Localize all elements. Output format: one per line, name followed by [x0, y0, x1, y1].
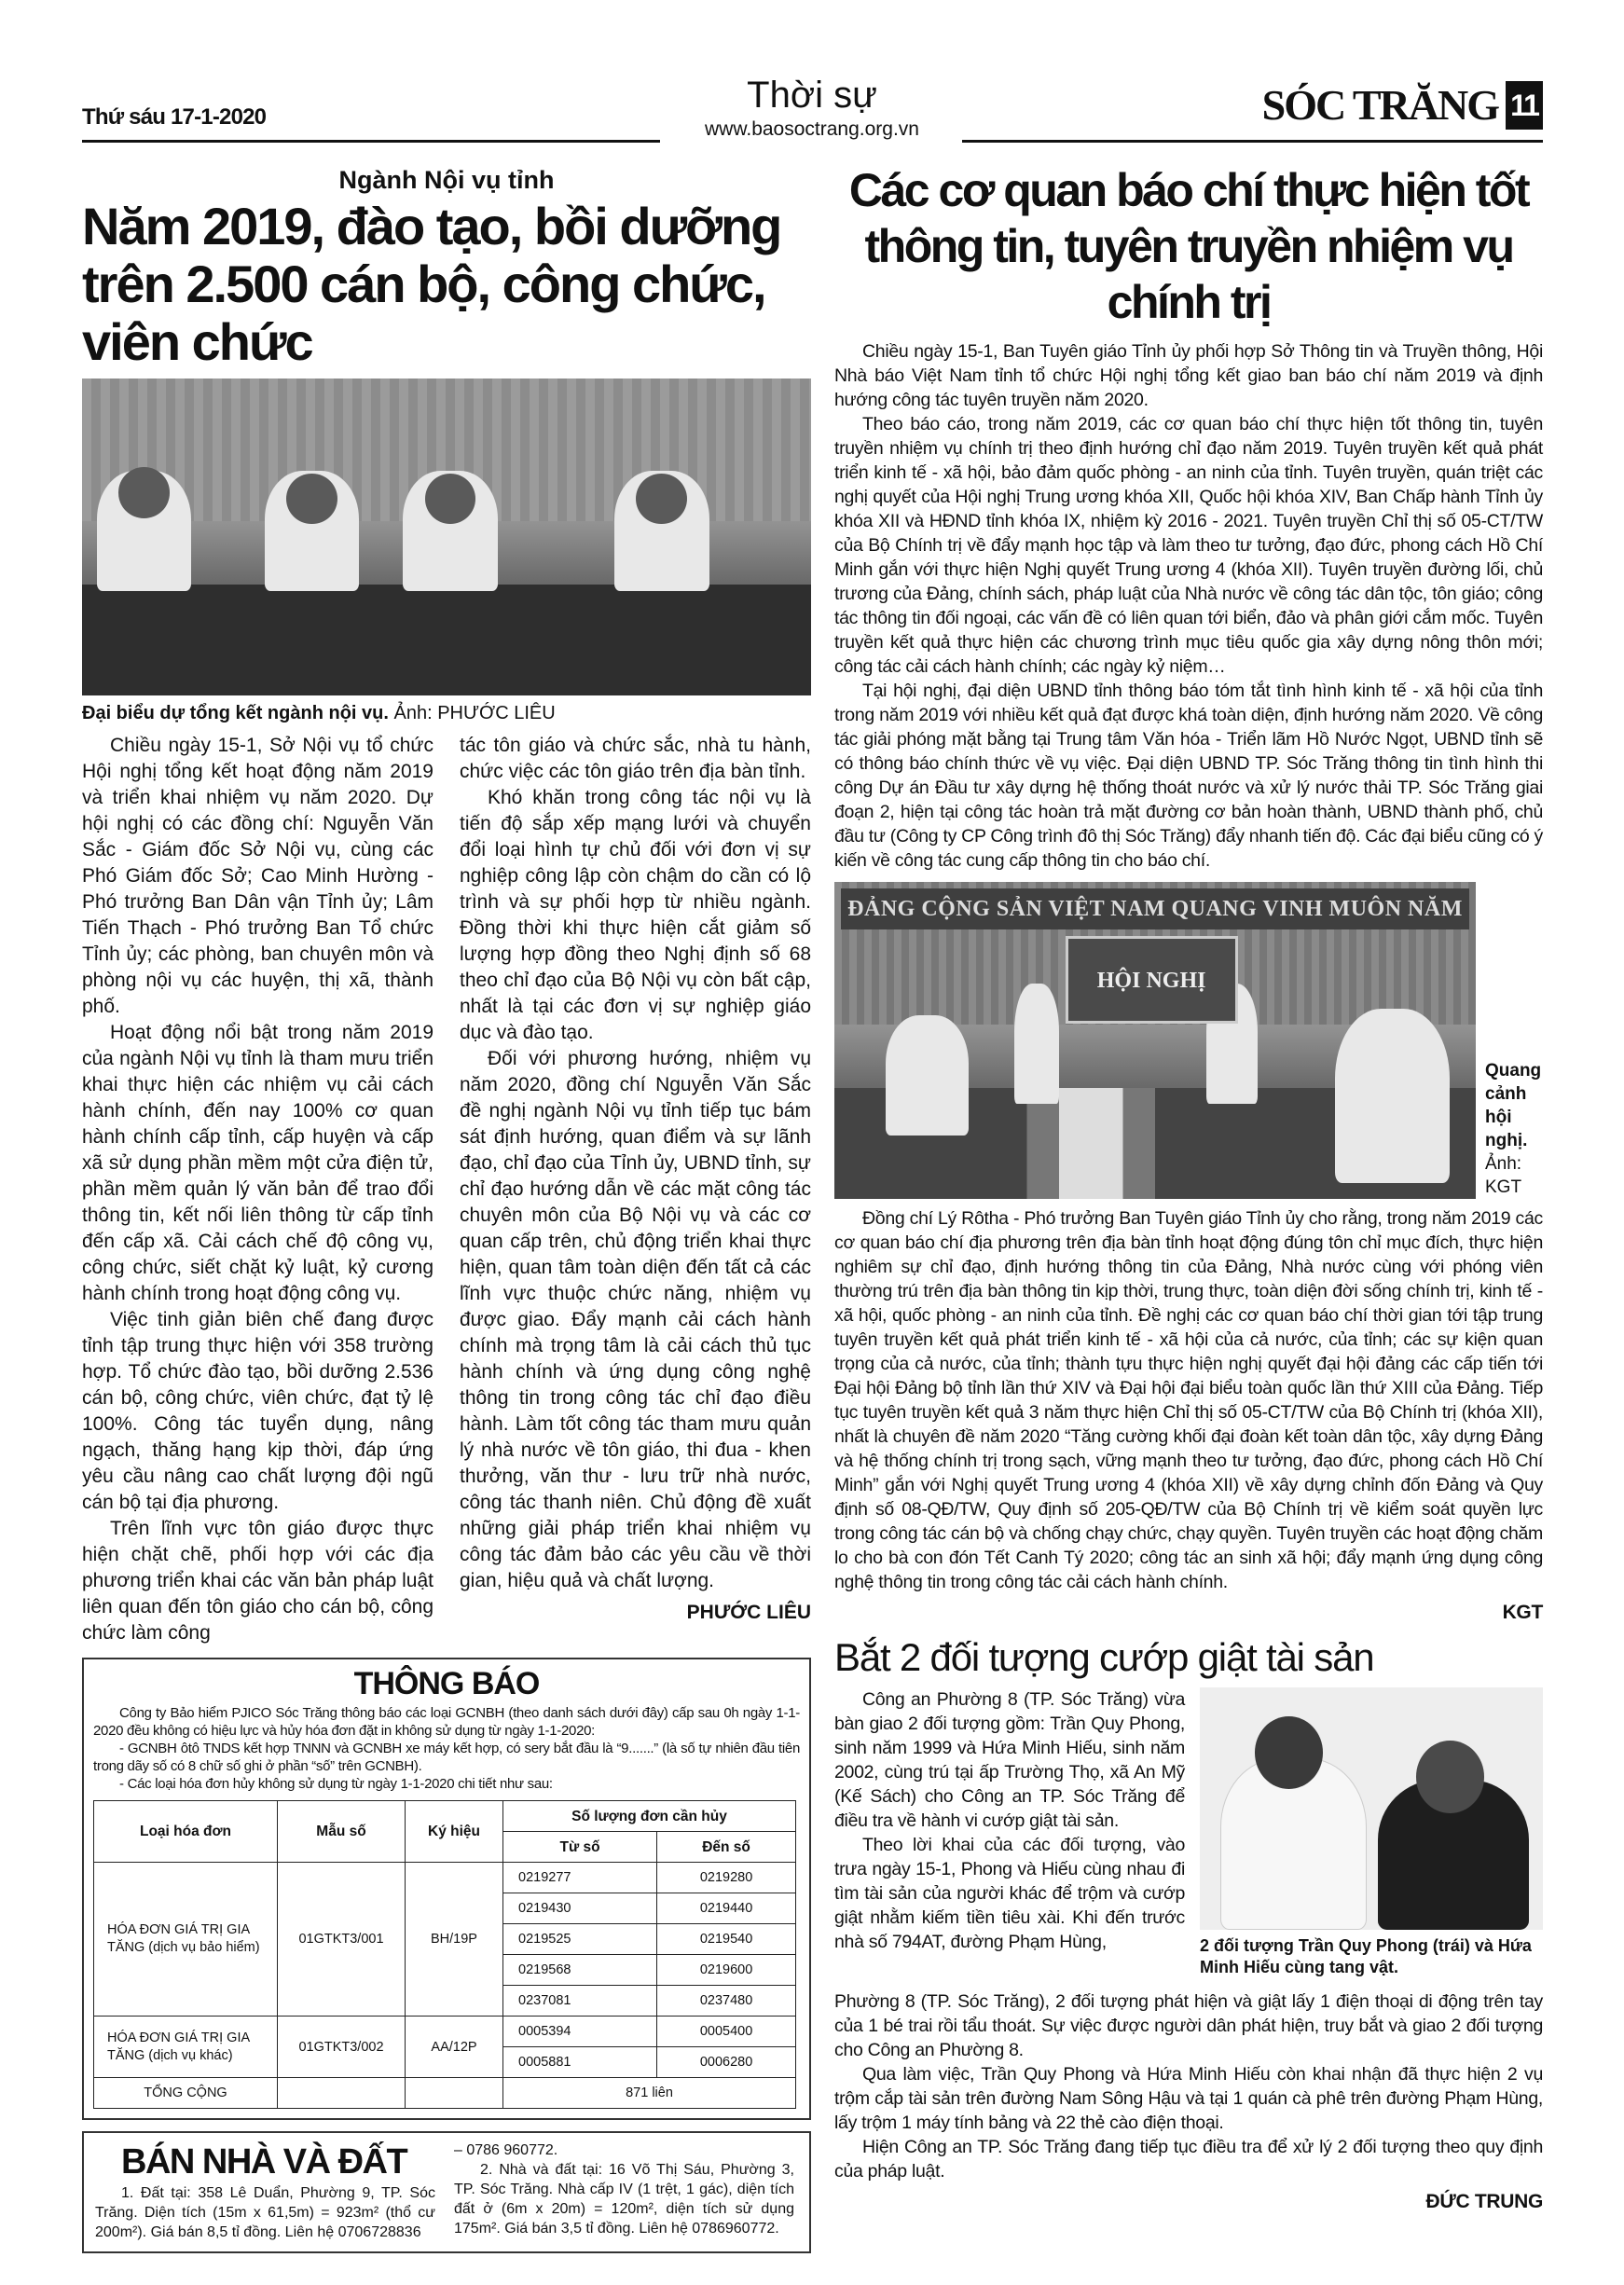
article-right-top: [834, 339, 1543, 873]
article-robbery-full: [834, 1989, 1543, 2215]
photo-banner: ĐẢNG CỘNG SẢN VIỆT NAM QUANG VINH MUÔN NĂM: [847, 896, 1463, 921]
header-symbol: Ký hiệu: [406, 1801, 503, 1863]
cell-empty: [278, 2078, 406, 2109]
header-rule-right: [962, 140, 1543, 143]
paragraph: Công an Phường 8 (TP. Sóc Trăng) vừa bàn giao 2 đối tượng gồm: Trần Quy Phong, sinh năm 1999 và Hứa Minh Hiếu, sinh năm 2002, cùng trú tại ấp Trường Thọ, xã An Mỹ (Kế Sách) cho Công an TP. Sóc Trăng để điều tra về hành vi cướp giật tài sản.: [834, 1689, 1185, 1831]
cell-from: 0005881: [503, 2047, 657, 2078]
cell-total-label: TỔNG CỘNG: [94, 2078, 278, 2109]
section-block: [672, 73, 952, 142]
photo-caption-title: Quang cảnh hội nghị.: [1485, 1061, 1542, 1150]
page-columns: [0, 149, 1624, 2253]
header-from: Từ số: [503, 1832, 657, 1863]
cell-form: 01GTKT3/002: [278, 2017, 406, 2078]
photo-head: [118, 467, 170, 517]
article-robbery-side: [834, 1687, 1185, 1986]
photo-person: [1335, 1009, 1451, 1183]
notice-box: [82, 1658, 811, 2120]
cell-from: 0219430: [503, 1893, 657, 1924]
sale-title: BÁN NHÀ VÀ ĐẤT: [121, 2142, 407, 2182]
photo-head: [1416, 1741, 1485, 1813]
photo-board-frame: [1066, 936, 1238, 1024]
photo-person: [886, 1015, 969, 1136]
header-to: Đến số: [657, 1832, 796, 1863]
cell-symbol: AA/12P: [406, 2017, 503, 2078]
notice-title: THÔNG BÁO: [353, 1666, 540, 1701]
table-row: [94, 1863, 796, 1893]
page-number: 11: [1506, 81, 1543, 130]
sale-left: [95, 2140, 435, 2242]
header-type: Loại hóa đơn: [94, 1801, 278, 1863]
cell-to: 0219440: [657, 1893, 796, 1924]
table-row: [94, 2017, 796, 2047]
cell-total-value: 871 liên: [503, 2078, 796, 2109]
photo-banner-strip: [841, 888, 1469, 929]
sale-ad-box: [82, 2131, 811, 2253]
photo-conference: [834, 882, 1476, 1199]
photo-head: [1255, 1716, 1324, 1789]
photo-suspects: [1200, 1687, 1543, 1930]
article-headline-right: Các cơ quan báo chí thực hiện tốt thông tin, tuyên truyền nhiệm vụ chính trị: [848, 164, 1529, 328]
paragraph: Phường 8 (TP. Sóc Trăng), 2 đối tượng phát hiện và giật lấy 1 điện thoại di động trên tay của 1 bé trai rồi tẩu thoát. Sự việc được người dân phát hiện, truy bắt và giao 2 đối tượng cho Công an Phường 8.: [834, 1991, 1543, 2060]
paragraph: Việc tinh giản biên chế đang được tỉnh tập trung thực hiện với 358 trường hợp. Tổ chức đào tạo, bồi dưỡng 2.536 cán bộ, công chức, viên chức, đạt tỷ lệ 100%. Công tác tuyển dụng, nâng ngạch, thăng hạng kịp thời, đáp ứng yêu cầu nâng cao chất lượng đội ngũ cán bộ tại địa phương.: [82, 1309, 434, 1513]
header-form: Mẫu số: [278, 1801, 406, 1863]
photo-head: [636, 474, 687, 524]
photo-person: [1014, 984, 1059, 1104]
table-total-row: [94, 2078, 796, 2109]
header-quantity: Số lượng đơn cần hủy: [503, 1801, 796, 1832]
cell-to: 0219280: [657, 1863, 796, 1893]
issue-date: Thứ sáu 17-1-2020: [82, 104, 267, 130]
cell-type: HÓA ĐƠN GIÁ TRỊ GIA TĂNG (dịch vụ khác): [94, 2017, 278, 2078]
photo-caption-right: [1485, 1059, 1543, 1199]
paragraph: – 0786 960772.: [454, 2142, 558, 2158]
invoice-table: [93, 1800, 796, 2109]
sale-item-1: [95, 2183, 435, 2242]
article-right-bottom: [834, 1206, 1543, 1626]
right-column: [834, 149, 1543, 2253]
page-header: [0, 0, 1624, 149]
photo-head: [286, 474, 337, 524]
paragraph: Khó khăn trong công tác nội vụ là tiến độ sắp xếp mạng lưới và chuyển đổi loại hình tự chủ đối với đơn vị sự nghiệp công lập còn chậm do cần có lộ trình và sự phối hợp từ nhiều ngành. Đồng thời khi thực hiện cắt giảm số lượng hợp đồng theo Nghị định số 68 theo chỉ đạo của Bộ Nội vụ còn bất cập, nhất là tại các đơn vị sự nghiệp giáo dục và đào tạo.: [460, 787, 811, 1043]
cell-to: 0005400: [657, 2017, 796, 2047]
website-link[interactable]: www.baosoctrang.org.vn: [705, 118, 919, 140]
article-left-body: [82, 733, 811, 1646]
cell-from: 0237081: [503, 1986, 657, 2017]
article-kicker: Ngành Nội vụ tỉnh: [338, 166, 555, 194]
paragraph: Qua làm việc, Trần Quy Phong và Hứa Minh Hiếu còn khai nhận đã thực hiện 2 vụ trộm cắp tài sản trên đường Nam Sông Hậu và tại 1 quán cà phê trên đường Phạm Hùng, lấy trộm 1 máy tính bảng và 22 thẻ cào điện thoại.: [834, 2064, 1543, 2133]
article-headline: Năm 2019, đào tạo, bồi dưỡng trên 2.500 cán bộ, công chức, viên chức: [82, 197, 781, 371]
newspaper-logo: SÓC TRĂNG: [1261, 81, 1498, 129]
notice-text: [84, 1704, 809, 1793]
paragraph: Hoạt động nổi bật trong năm 2019 của ngành Nội vụ tỉnh là tham mưu triển khai thực hiện các nhiệm vụ cải cách hành chính, đến nay 100% cơ quan hành chính cấp tỉnh, cấp huyện và cấp xã sử dụng phần mềm một cửa điện tử, phần mềm quản lý văn bản để trao đổi thông tin, kết nối liên thông từ cấp tỉnh đến cấp xã. Cải cách chế độ công vụ, công chức, siết chặt kỷ luật, kỷ cương hành chính trong hoạt động công vụ.: [82, 1022, 434, 1304]
byline: PHƯỚC LIÊU: [686, 1602, 811, 1623]
robbery-photo-block: [1200, 1687, 1543, 1986]
masthead: [1262, 80, 1543, 131]
cell-from: 0005394: [503, 2017, 657, 2047]
photo-caption: [82, 701, 811, 725]
paragraph: Theo báo cáo, trong năm 2019, các cơ quan báo chí thực hiện tốt thông tin, tuyên truyền nhiệm vụ chính trị theo định hướng chỉ đạo năm 2019. Tuyên truyền kết quả phát triển kinh tế - xã hội, bảo đảm quốc phòng - an ninh của tỉnh. Tuyên truyền, quán triệt các nghị quyết của Hội nghị Trung ương khóa XII, Quốc hội khóa XIV, Ban Chấp hành Tỉnh ủy khóa XII và HĐND tỉnh khóa IX, nhiệm kỳ 2016 - 2021. Tuyên truyền Chỉ thị số 05-CT/TW của Bộ Chính trị về đẩy mạnh học tập và làm theo tư tưởng, đạo đức, phong cách Hồ Chí Minh gắn với thực hiện Nghị quyết Trung ương 4 (khóa XII). Tuyên truyền đường lối, chủ trương của Đảng, chính sách, pháp luật của Nhà nước về công tác dân tộc, tôn giáo; công tác thông tin đối ngoại, các vấn đề có liên quan tới biển, đảo và phân giới cắm mốc. Tuyên truyền kết quả thực hiện các chương trình mục tiêu quốc gia xây dựng nông thôn mới; công tác cải cách hành chính; các ngày kỷ niệm…: [834, 414, 1543, 677]
cell-empty: [406, 2078, 503, 2109]
paragraph: tác tôn giáo và chức sắc, nhà tu hành, chức việc các tôn giáo trên địa bàn tỉnh.: [460, 735, 811, 782]
photo-caption-robbery: 2 đối tượng Trần Quy Phong (trái) và Hứa Minh Hiếu cùng tang vật.: [1200, 1936, 1532, 1976]
cell-from: 0219568: [503, 1955, 657, 1986]
cell-to: 0219600: [657, 1955, 796, 1986]
cell-to: 0237480: [657, 1986, 796, 2017]
article-headline-robbery: Bắt 2 đối tượng cướp giật tài sản: [834, 1635, 1374, 1679]
cell-symbol: BH/19P: [406, 1863, 503, 2017]
photo-credit: Ảnh: KGT: [1485, 1154, 1522, 1197]
paragraph: Công ty Bảo hiểm PJICO Sóc Trăng thông báo các loại GCNBH (theo danh sách dưới đây) cấp sau 0h ngày 1-1-2020 đều không có hiệu lực và hủy hóa đơn đặt in không sử dụng từ ngày 1-1-2020:: [93, 1705, 800, 1739]
sale-item-2: [454, 2140, 794, 2242]
section-title: Thời sự: [747, 75, 877, 116]
paragraph: - GCNBH ôtô TNDS kết hợp TNNN và GCNBH xe máy kết hợp, có sery bắt đầu là “9.......” (là số tự nhiên đầu tiên trong dãy số có 8 chữ số ghi ở phần “số” trên GCNBH).: [93, 1741, 800, 1774]
cell-to: 0006280: [657, 2047, 796, 2078]
byline: KGT: [1502, 1602, 1543, 1623]
robbery-row: [834, 1687, 1543, 1986]
paragraph: Đối với phương hướng, nhiệm vụ năm 2020, đồng chí Nguyễn Văn Sắc đề nghị ngành Nội vụ tỉnh tiếp tục bám sát định hướng, quan điểm và sự lãnh đạo, chỉ đạo của Tỉnh ủy, UBND tỉnh, sự chỉ đạo hướng dẫn về các mặt công tác chuyên môn của Bộ Nội vụ và các cơ quan cấp trên, chủ động triển khai thực hiện, quan tâm toàn diện đến tất cả các lĩnh vực thuộc chức năng, nhiệm vụ được giao. Đẩy mạnh cải cách hành chính mà trọng tâm là cải cách thủ tục hành chính và ứng dụng công nghệ thông tin trong công tác chỉ đạo điều hành. Làm tốt công tác tham mưu quản lý nhà nước về tôn giáo, thi đua - khen thưởng, văn thư - lưu trữ nhà nước, công tác thanh niên. Chủ động đề xuất những giải pháp triển khai nhiệm vụ công tác đảm bảo các yêu cầu về thời gian, hiệu quả và chất lượng.: [460, 1048, 811, 1591]
paragraph: Theo lời khai của các đối tượng, vào trưa ngày 15-1, Phong và Hiếu cùng nhau đi tìm tài sản của người khác để trộm và cướp giật nhằm kiếm tiền tiêu xài. Khi đến trước nhà số 794AT, đường Phạm Hùng,: [834, 1835, 1185, 1952]
photo-caption-title: Đại biểu dự tổng kết ngành nội vụ.: [82, 703, 389, 723]
paragraph: Trên lĩnh vực tôn giáo được thực hiện chặt chẽ, phối hợp với các địa phương triển khai các văn bản pháp luật liên quan đến tôn giáo cho cán bộ, công chức làm công: [82, 1518, 434, 1644]
paragraph: - Các loại hóa đơn hủy không sử dụng từ ngày 1-1-2020 chi tiết như sau:: [119, 1776, 553, 1792]
paragraph: 1. Đất tại: 358 Lê Duẩn, Phường 9, TP. Sóc Trăng. Diện tích (15m x 61,5m) = 923m² (thổ cư 200m²). Giá bán 8,5 tỉ đồng. Liên hệ 0706728836: [95, 2185, 435, 2240]
conference-photo-row: [834, 882, 1543, 1199]
paragraph: 2. Nhà và đất tại: 16 Võ Thị Sáu, Phường 3, TP. Sóc Trăng. Nhà cấp IV (1 trệt, 1 gác), diện tích đất ở (6m x 20m) = 120m², diện tích sử dụng 175m². Giá bán 3,5 tỉ đồng. Liên hệ 0786960772.: [454, 2162, 794, 2237]
paragraph: Chiều ngày 15-1, Ban Tuyên giáo Tỉnh ủy phối hợp Sở Thông tin và Truyền thông, Hội Nhà báo Việt Nam tỉnh tổ chức Hội nghị tổng kết giao ban báo chí năm 2019 và định hướng công tác tuyên truyền năm 2020.: [834, 341, 1543, 410]
paragraph: Tại hội nghị, đại diện UBND tỉnh thông báo tóm tắt tình hình kinh tế - xã hội của tỉnh trong năm 2019 với nhiều kết quả đạt được khá toàn diện, định hướng năm 2020. Về công tác giải phóng mặt bằng tại Trung tâm Văn hóa - Triển lãm Hồ Nước Ngọt, UBND tỉnh sẽ có thông báo chính thức về vụ việc. Đại diện UBND TP. Sóc Trăng thông tin tình hình thi công Dự án Đầu tư xây dựng hệ thống thoát nước và xử lý nước thải TP. Sóc Trăng giai đoạn 2, hiện tại công tác hoàn trả mặt đường cơ bản hoàn thành, UBND thành phố, chủ đầu tư (Công ty CP Công trình đô thị Sóc Trăng) đẩy nhanh tiến độ. Các đại biểu cũng có ý kiến về công tác cung cấp thông tin cho báo chí.: [834, 681, 1543, 871]
cell-from: 0219277: [503, 1863, 657, 1893]
paragraph: Chiều ngày 15-1, Sở Nội vụ tổ chức Hội nghị tổng kết hoạt động năm 2019 và triển khai nhiệm vụ năm 2020. Dự hội nghị có các đồng chí: Nguyễn Văn Sắc - Giám đốc Sở Nội vụ, cùng các Phó Giám đốc Sở; Cao Minh Hường - Phó trưởng Ban Dân vận Tỉnh ủy; Lâm Tiến Thạch - Phó trưởng Ban Tổ chức Tỉnh ủy; các phòng, ban chuyên môn và phòng nội vụ các huyện, thị xã, thành phố.: [82, 735, 434, 1017]
photo-board: HỘI NGHỊ: [1096, 968, 1206, 993]
photo-desk: [82, 585, 811, 695]
paragraph: Đồng chí Lý Rôtha - Phó trưởng Ban Tuyên giáo Tỉnh ủy cho rằng, trong năm 2019 các cơ quan báo chí địa phương trên địa bàn tỉnh hoạt động đúng tôn chỉ mục đích, thực hiện nghiêm sự chỉ đạo, định hướng thông tin của Đảng, Nhà nước cùng với phóng viên thường trú trên địa bàn thông tin kịp thời, trung thực, toàn diện đời sống chính trị, kinh tế - xã hội, quốc phòng - an ninh của tỉnh. Đề nghị các cơ quan báo chí thời gian tới tập trung tuyên truyền kết quả phát triển kinh tế - xã hội của cả nước, của tỉnh; các sự kiện quan trọng của cả nước, của tỉnh; thành tựu thực hiện nghị quyết đại hội đảng các cấp tiến tới Đại hội Đảng bộ tỉnh lần thứ XIV và Đại hội đại biểu toàn quốc lần thứ XIII của Đảng. Tiếp tục tuyên truyền kết quả 3 năm thực hiện Chỉ thị số 05-CT/TW của Bộ Chính trị (khóa XII), nhất là chuyên đề năm 2020 “Tăng cường khối đại đoàn kết toàn dân tộc, xây dựng Đảng và hệ thống chính trị trong sạch, vững mạnh theo tư tưởng, đạo đức, phong cách Hồ Chí Minh” gắn với Nghị quyết Trung ương 4 (khóa XII) về xây dựng chỉnh đốn Đảng và Quy định số 08-QĐ/TW, Quy định số 205-QĐ/TW của Bộ Chính trị về kiểm soát quyền lực trong công tác cán bộ và chống chạy chức, chạy quyền. Tuyên truyền các hoạt động chăm lo cho bà con đón Tết Canh Tý 2020; công tác an sinh xã hội; đẩy mạnh ứng dụng công nghệ thông tin trong công tác cải cách hành chính.: [834, 1208, 1543, 1592]
left-column: [82, 149, 811, 2253]
cell-from: 0219525: [503, 1924, 657, 1955]
header-rule-left: [82, 140, 660, 143]
article-left-col1: [82, 733, 434, 1646]
photo-credit: Ảnh: PHƯỚC LIÊU: [388, 703, 556, 723]
byline: ĐỨC TRUNG: [1425, 2191, 1543, 2212]
cell-type: HÓA ĐƠN GIÁ TRỊ GIA TĂNG (dịch vụ bảo hiểm): [94, 1863, 278, 2017]
cell-to: 0219540: [657, 1924, 796, 1955]
paragraph: Hiện Công an TP. Sóc Trăng đang tiếp tục điều tra để xử lý 2 đối tượng theo quy định của pháp luật.: [834, 2137, 1543, 2182]
article-left-col2: [460, 733, 811, 1646]
photo-delegates: [82, 379, 811, 695]
cell-form: 01GTKT3/001: [278, 1863, 406, 2017]
